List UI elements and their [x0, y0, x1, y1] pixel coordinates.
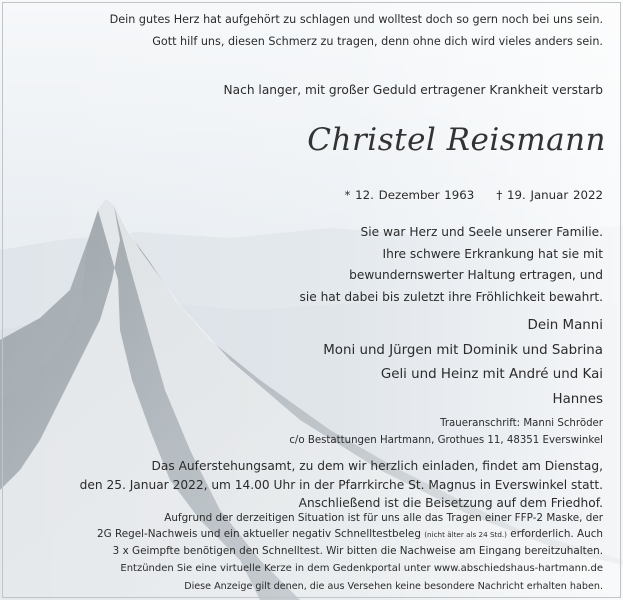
tribute-line: bewundernswerter Haltung ertragen, und: [349, 268, 603, 283]
notice-line-1: Aufgrund der derzeitigen Situation ist für uns alle das Tragen einer FFP-2 Maske, der: [164, 512, 603, 524]
tribute-line: sie hat dabei bis zuletzt ihre Fröhlichkeit bewahrt.: [299, 289, 603, 304]
opening-line-1: Dein gutes Herz hat aufgehört zu schlagen und wolltest doch so gern noch bei uns sein.: [109, 13, 603, 26]
intro-text: Nach langer, mit großer Geduld ertragener Krankheit verstarb: [223, 83, 603, 97]
address-line-1: Traueranschrift: Manni Schröder: [440, 418, 603, 429]
tribute-line: Sie war Herz und Seele unserer Familie.: [360, 225, 603, 239]
mourner: Dein Manni: [527, 318, 603, 333]
tribute-text: [299, 222, 603, 308]
deceased-name: Christel Reismann: [307, 122, 606, 158]
address-line-2: c/o Bestattungen Hartmann, Grothues 11, 48351 Everswinkel: [289, 434, 603, 446]
mourner: Hannes: [552, 391, 603, 407]
mourner: Moni und Jürgen mit Dominik und Sabrina: [323, 342, 603, 358]
tribute-line: Ihre schwere Erkrankung hat sie mit: [382, 246, 603, 261]
opening-line-2: Gott hilf uns, diesen Schmerz zu tragen, denn ohne dich wird vieles anders sein.: [152, 35, 603, 48]
birth-date: * 12. Dezember 1963: [344, 188, 475, 202]
notice-small-print: (nicht älter als 24 Std.): [424, 530, 507, 539]
notice-line-2-end: erforderlich. Auch: [510, 528, 603, 540]
death-date: † 19. Januar 2022: [496, 188, 603, 202]
final-note: Diese Anzeige gilt denen, die aus Versehen keine besondere Nachricht erhalten haben.: [184, 581, 603, 592]
service-info: [80, 457, 603, 513]
service-line: den 25. Januar 2022, um 14.00 Uhr in der Pfarrkirche St. Magnus in Everswinkel statt.: [79, 477, 603, 492]
life-dates: [345, 188, 604, 202]
mourners-list: [323, 314, 603, 412]
service-line: Das Auferstehungsamt, zu dem wir herzlich einladen, findet am Dienstag,: [151, 459, 603, 473]
mourning-address: [289, 416, 603, 449]
covid-notice: [97, 510, 603, 559]
notice-line-2-start: 2G Regel-Nachweis und ein aktueller negativ Schnelltestbeleg: [97, 528, 421, 540]
mourner: Geli und Heinz mit André und Kai: [380, 367, 603, 382]
notice-line-3: 3 x Geimpfte benötigen den Schnelltest. Wir bitten die Nachweise am Eingang bereitzuhalten.: [112, 545, 603, 557]
service-line: Anschließend ist die Beisetzung auf dem Friedhof.: [298, 496, 603, 510]
candle-portal-text: Entzünden Sie eine virtuelle Kerze in dem Gedenkportal unter www.abschiedshaus-hartmann.de: [120, 563, 603, 574]
notice-line-2: [97, 526, 603, 543]
